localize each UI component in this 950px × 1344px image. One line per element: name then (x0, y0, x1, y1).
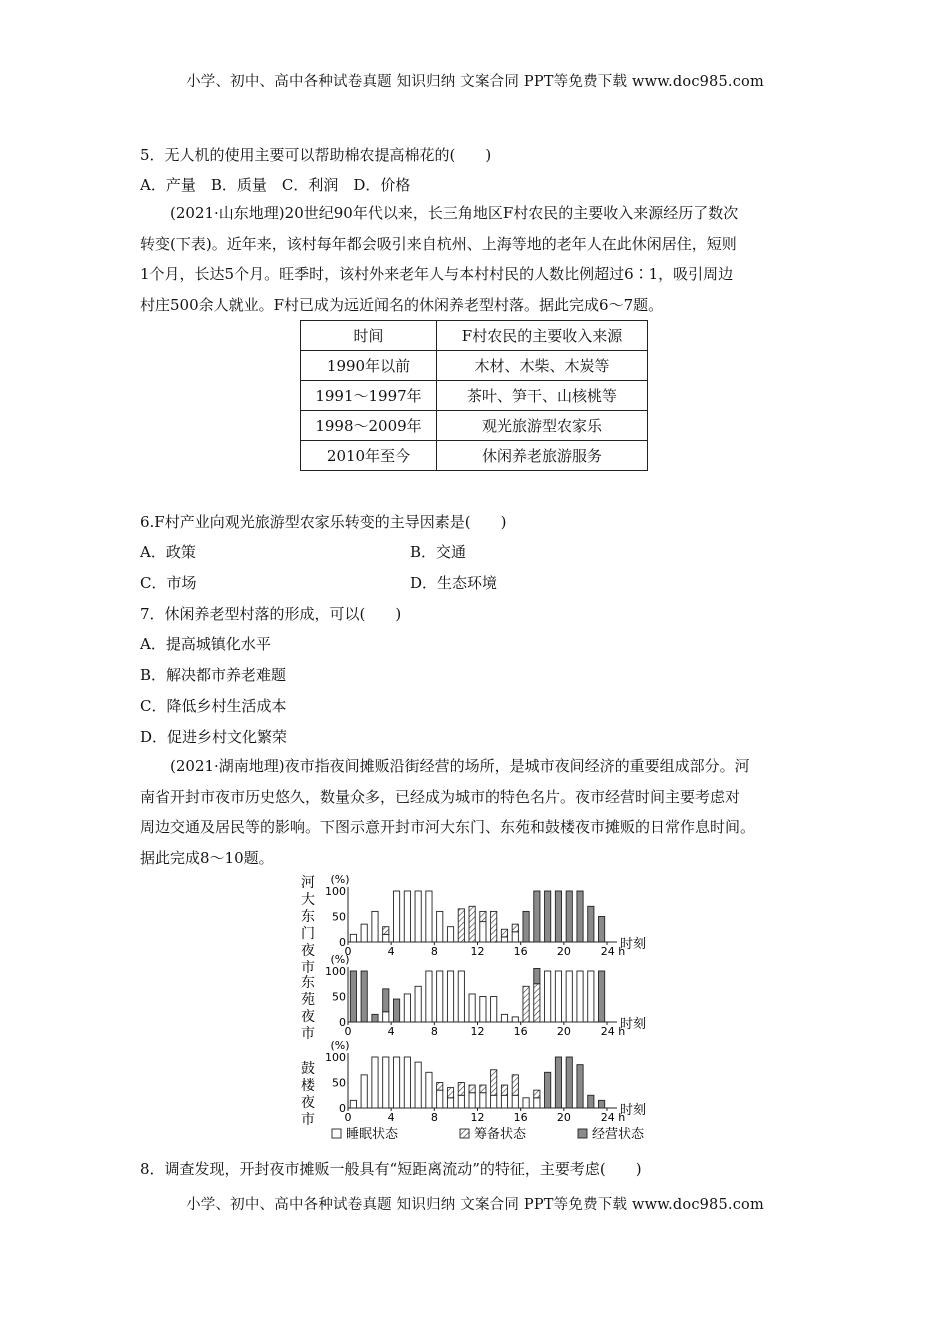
bar-sleep (480, 922, 486, 942)
table-header-time: 时间 (301, 321, 437, 351)
q7-option-d: D．促进乡村文化繁荣 (140, 728, 288, 746)
x-tick-label: 4 (387, 1025, 395, 1038)
bar-sleep (415, 986, 421, 1022)
bar-oper (588, 1095, 594, 1108)
bar-prep (447, 1088, 453, 1098)
chart-panel-2 (301, 953, 646, 1042)
passage1-line-1: (2021·山东地理)20世纪90年代以来，长三角地区F村农民的主要收入来源经历了数次 (170, 204, 739, 222)
bar-prep (480, 911, 486, 921)
bar-sleep (372, 1057, 378, 1108)
bar-prep (534, 984, 540, 1022)
q7-stem: 7．休闲养老型村落的形成，可以( ) (140, 605, 402, 623)
bar-sleep (415, 1062, 421, 1108)
bar-sleep (383, 1012, 389, 1022)
x-tick-label: 20 (556, 945, 571, 958)
bar-sleep (480, 997, 486, 1023)
bar-oper (372, 1014, 378, 1022)
y-tick-label: 0 (339, 1102, 346, 1115)
y-tick-label: 50 (332, 990, 346, 1004)
passage1-line-2: 转变(下表)。近年来，该村每年都会吸引来自杭州、上海等地的老年人在此休闲居住，短则 (140, 234, 737, 253)
panel-name-char: 东 (301, 975, 315, 991)
chart-panel-3 (301, 1039, 646, 1128)
x-tick-label: 24 h (600, 1111, 626, 1124)
bar-sleep (534, 1098, 540, 1108)
bar-oper (361, 971, 367, 1022)
bar-sleep (501, 1014, 507, 1022)
x-tick-label: 4 (387, 1111, 395, 1124)
q6-stem: 6.F村产业向观光旅游型农家乐转变的主导因素是( ) (140, 513, 507, 531)
panel-name-char: 鼓 (301, 1061, 315, 1077)
bar-oper (393, 999, 399, 1022)
passage2-line-3: 周边交通及居民等的影响。下图示意开封市河大东门、东苑和鼓楼夜市摊贩的日常作息时间。 (140, 818, 756, 836)
bar-prep (501, 1085, 507, 1095)
bar-sleep (469, 1093, 475, 1108)
bar-sleep (361, 1075, 367, 1108)
page-header: 小学、初中、高中各种试卷真题 知识归纳 文案合同 PPT等免费下载 www.doc985.com (186, 74, 764, 90)
legend-swatch (332, 1129, 341, 1138)
bar-sleep (404, 1057, 410, 1108)
table-cell-period: 1990年以前 (301, 351, 437, 381)
q8-stem: 8．调查发现，开封夜市摊贩一般具有“短距离流动”的特征，主要考虑( ) (140, 1160, 642, 1178)
x-tick-label: 20 (556, 1025, 571, 1038)
x-axis-label: 时刻 (619, 1017, 647, 1032)
panel-name-char: 夜 (301, 943, 315, 959)
bar-sleep (447, 927, 453, 942)
table-cell-period: 2010年至今 (301, 441, 437, 471)
bar-sleep (393, 1057, 399, 1108)
bar-sleep (447, 971, 453, 1022)
table-header-income: F村农民的主要收入来源 (437, 321, 648, 351)
bar-oper (555, 891, 561, 942)
bar-sleep (512, 1095, 518, 1108)
night-market-chart (280, 868, 680, 1150)
panel-name-char: 市 (301, 960, 315, 976)
table-header-row (301, 321, 648, 351)
bar-oper (577, 891, 583, 942)
passage2-line-2: 南省开封市夜市历史悠久，数量众多，已经成为城市的特色名片。夜市经营时间主要考虑对 (140, 787, 741, 806)
q5-options: A．产量 B．质量 C．利润 D．价格 (140, 176, 411, 194)
legend-label: 经营状态 (592, 1127, 645, 1142)
bar-prep (523, 986, 529, 1022)
bar-oper (350, 971, 356, 1022)
bar-oper (383, 989, 389, 1012)
panel-name-char: 夜 (301, 1009, 315, 1025)
y-tick-label: 0 (339, 1016, 346, 1029)
x-tick-label: 24 h (600, 1025, 626, 1038)
x-tick-label: 12 (470, 945, 485, 958)
x-tick-label: 12 (470, 1025, 485, 1038)
bar-sleep (480, 1093, 486, 1108)
bar-sleep (393, 891, 399, 942)
bar-sleep (372, 911, 378, 942)
panel-name-char: 河 (301, 875, 315, 891)
bar-oper (534, 891, 540, 942)
q7-option-a: A．提高城镇化水平 (140, 635, 271, 653)
bar-sleep (361, 924, 367, 942)
panel-name-char: 市 (301, 1112, 315, 1128)
x-tick-label: 8 (430, 1111, 438, 1124)
bar-sleep (426, 891, 432, 942)
panel-name-char: 大 (301, 892, 315, 908)
table-row (301, 411, 648, 441)
y-unit-label: (%) (330, 873, 350, 886)
passage2-line-4: 据此完成8～10题。 (140, 848, 274, 867)
bar-prep (469, 1085, 475, 1093)
bar-oper (566, 1057, 572, 1108)
legend-label: 筹备状态 (474, 1127, 527, 1142)
x-tick-label: 20 (556, 1111, 571, 1124)
bar-sleep (566, 971, 572, 1022)
x-tick-label: 24 h (600, 945, 626, 958)
bar-oper (577, 1065, 583, 1108)
bar-prep (491, 911, 497, 942)
q6-option-c: C．市场 (140, 574, 197, 592)
table-cell-income: 茶叶、笋干、山核桃等 (437, 381, 648, 411)
bar-sleep (426, 1072, 432, 1108)
y-unit-label: (%) (330, 1039, 350, 1052)
income-source-table (300, 320, 648, 471)
bar-prep (491, 1070, 497, 1096)
bar-prep (469, 906, 475, 942)
bar-prep (480, 1085, 486, 1093)
bar-sleep (491, 1095, 497, 1108)
x-tick-label: 16 (513, 945, 528, 958)
bar-sleep (523, 1098, 529, 1108)
bar-sleep (458, 1095, 464, 1108)
bar-oper (599, 917, 605, 943)
legend-label: 睡眠状态 (346, 1127, 399, 1142)
table-cell-period: 1991～1997年 (301, 381, 437, 411)
bar-sleep (512, 932, 518, 942)
bar-prep (534, 1090, 540, 1098)
bar-sleep (437, 971, 443, 1022)
bar-oper (566, 891, 572, 942)
x-tick-label: 16 (513, 1111, 528, 1124)
panel-name-char: 东 (301, 909, 315, 925)
passage-hunan (140, 751, 812, 873)
q7-option-c: C．降低乡村生活成本 (140, 697, 287, 715)
q7-option-b: B．解决都市养老难题 (140, 666, 287, 684)
bar-sleep (555, 971, 561, 1022)
bar-oper (523, 911, 529, 942)
bar-oper (588, 906, 594, 942)
passage2-line-1: (2021·湖南地理)夜市指夜间摊贩沿街经营的场所，是城市夜间经济的重要组成部分。河 (170, 757, 750, 775)
x-axis-label: 时刻 (619, 1103, 647, 1118)
bar-sleep (491, 997, 497, 1023)
bar-sleep (501, 937, 507, 942)
x-tick-label: 12 (470, 1111, 485, 1124)
bar-prep (512, 924, 518, 932)
passage1-line-3: 1个月，长达5个月。旺季时，该村外来老年人与本村村民的人数比例超过6∶1，吸引周边 (140, 265, 734, 283)
legend-swatch (578, 1129, 587, 1138)
bar-sleep (545, 971, 551, 1022)
bar-oper (599, 971, 605, 1022)
q6-option-b: B．交通 (410, 543, 467, 561)
bar-sleep (383, 934, 389, 942)
y-unit-label: (%) (330, 953, 350, 966)
bar-sleep (404, 891, 410, 942)
y-tick-label: 100 (325, 885, 346, 898)
bar-oper (545, 891, 551, 942)
y-tick-label: 100 (325, 965, 346, 978)
y-tick-label: 50 (332, 910, 346, 924)
panel-name-char: 苑 (301, 992, 315, 1008)
bar-sleep (437, 911, 443, 942)
chart-panel-1 (301, 873, 646, 976)
y-tick-label: 50 (332, 1076, 346, 1090)
bar-prep (383, 927, 389, 935)
q6-option-d: D．生态环境 (410, 574, 498, 592)
bar-sleep (350, 934, 356, 942)
q6-option-a: A．政策 (140, 543, 196, 561)
passage1-line-4: 村庄500余人就业。F村已成为远近闻名的休闲养老型村落。据此完成6～7题。 (140, 295, 664, 314)
table-row (301, 351, 648, 381)
y-tick-label: 100 (325, 1051, 346, 1064)
table-cell-income: 休闲养老旅游服务 (437, 441, 648, 471)
bar-sleep (415, 891, 421, 942)
bar-oper (599, 1100, 605, 1108)
bar-sleep (437, 1090, 443, 1108)
bar-sleep (383, 1057, 389, 1108)
table-cell-income: 木材、木柴、木炭等 (437, 351, 648, 381)
passage-shandong (140, 198, 812, 320)
bar-sleep (350, 1100, 356, 1108)
bar-prep (512, 1075, 518, 1095)
bar-sleep (469, 994, 475, 1022)
bar-sleep (588, 971, 594, 1022)
bar-prep (458, 1083, 464, 1096)
bar-sleep (447, 1098, 453, 1108)
x-axis-label: 时刻 (619, 937, 647, 952)
bar-oper (555, 1057, 561, 1108)
panel-name-char: 夜 (301, 1095, 315, 1111)
bar-sleep (426, 971, 432, 1022)
bar-sleep (512, 1017, 518, 1022)
x-tick-label: 16 (513, 1025, 528, 1038)
x-tick-label: 8 (430, 945, 438, 958)
x-tick-label: 4 (387, 945, 395, 958)
bar-sleep (577, 971, 583, 1022)
panel-name-char: 楼 (301, 1078, 315, 1094)
page-footer: 小学、初中、高中各种试卷真题 知识归纳 文案合同 PPT等免费下载 www.doc985.com (186, 1197, 764, 1213)
bar-oper (545, 1072, 551, 1108)
table-row (301, 381, 648, 411)
q5-stem: 5．无人机的使用主要可以帮助棉农提高棉花的( ) (140, 146, 492, 164)
panel-name-char: 市 (301, 1026, 315, 1042)
x-tick-label: 0 (344, 1025, 352, 1038)
bar-prep (458, 909, 464, 942)
x-tick-label: 0 (344, 1111, 352, 1124)
bar-prep (437, 1083, 443, 1091)
bar-prep (501, 929, 507, 937)
panel-name-char: 门 (301, 926, 315, 942)
y-tick-label: 0 (339, 936, 346, 949)
bar-sleep (458, 971, 464, 1022)
x-tick-label: 0 (344, 945, 352, 958)
table-row (301, 441, 648, 471)
bar-oper (534, 968, 540, 983)
x-tick-label: 8 (430, 1025, 438, 1038)
table-cell-period: 1998～2009年 (301, 411, 437, 441)
bar-sleep (404, 994, 410, 1022)
bar-sleep (501, 1095, 507, 1108)
legend-swatch (460, 1129, 469, 1138)
table-cell-income: 观光旅游型农家乐 (437, 411, 648, 441)
